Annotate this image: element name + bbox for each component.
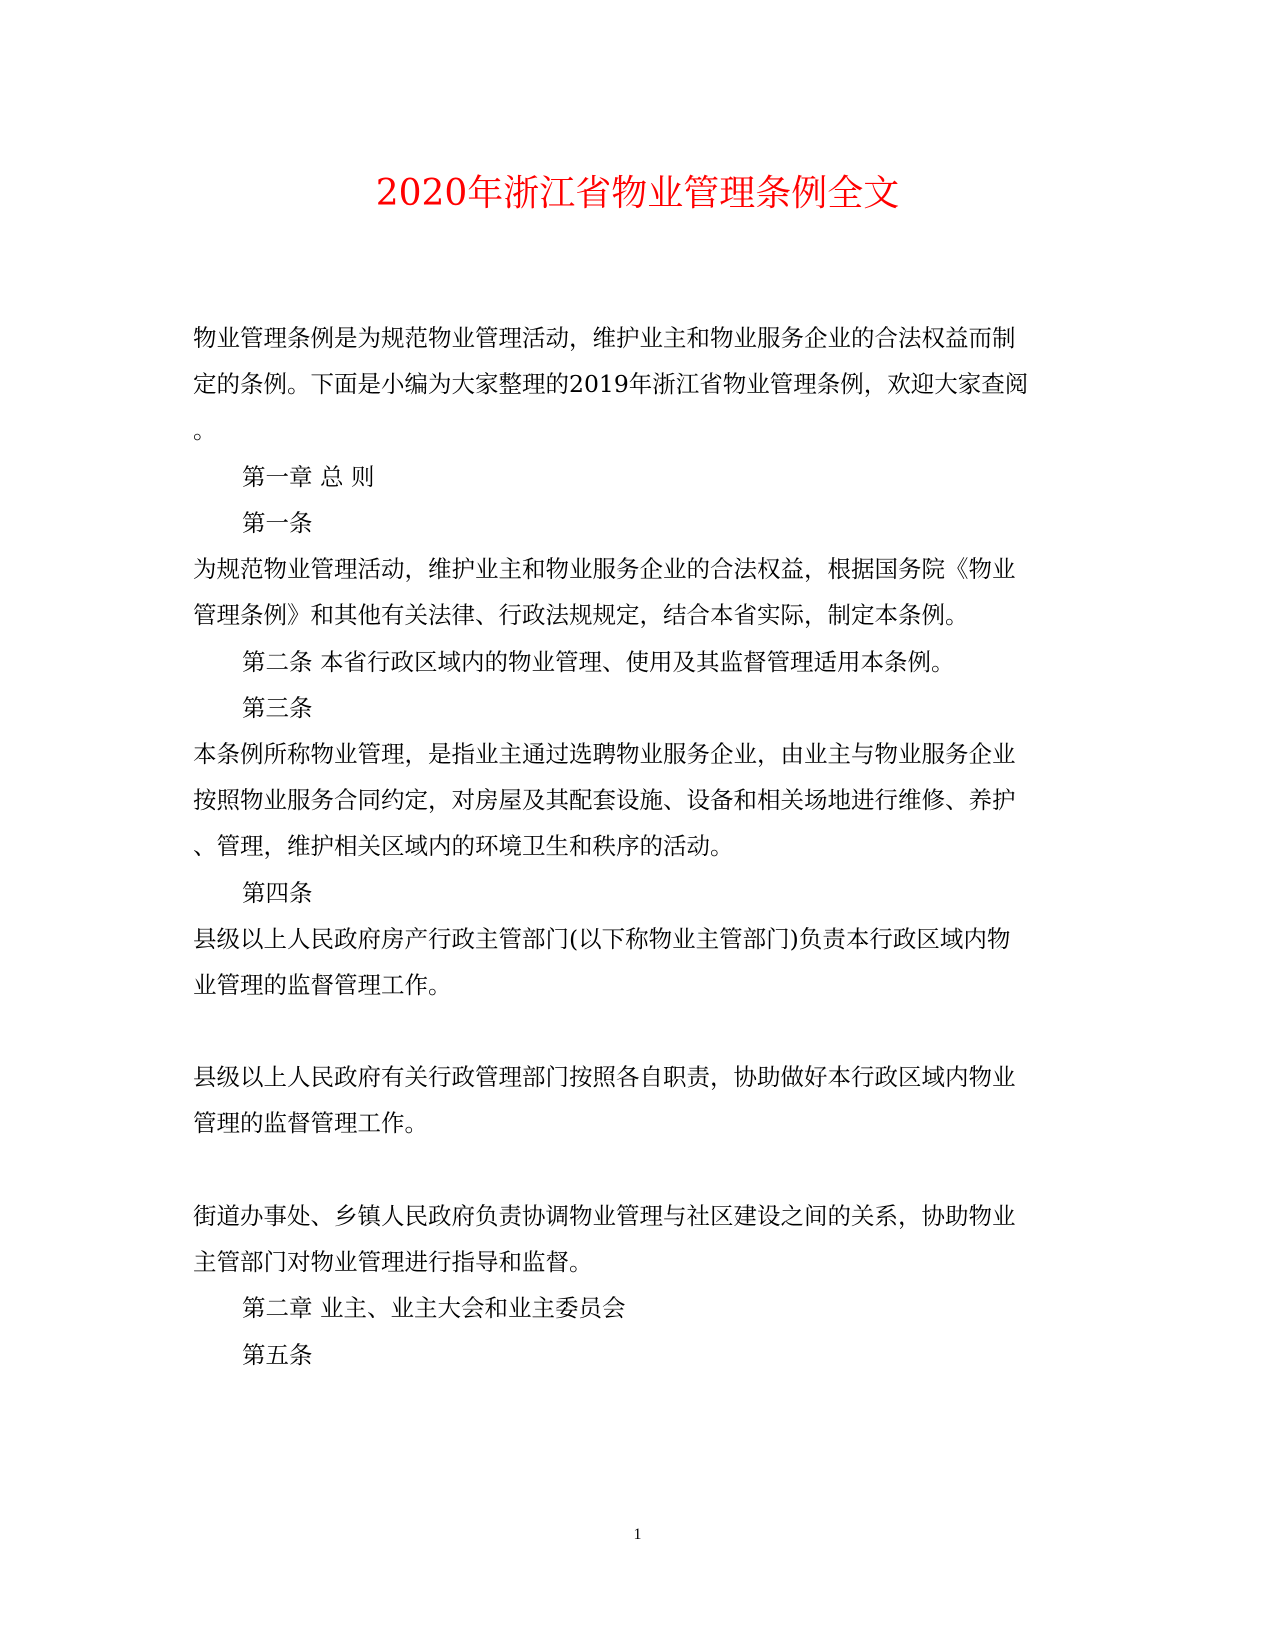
article-1-line-1: 为规范物业管理活动，维护业主和物业服务企业的合法权益，根据国务院《物业 [193,555,1016,583]
chapter-2-heading: 第二章 业主、业主大会和业主委员会 [242,1294,626,1322]
article-4-para-3-line-2: 主管部门对物业管理进行指导和监督。 [193,1248,593,1276]
article-3-line-3: 、管理，维护相关区域内的环境卫生和秩序的活动。 [193,832,734,860]
article-1-line-2: 管理条例》和其他有关法律、行政法规规定，结合本省实际，制定本条例。 [193,601,969,629]
article-5-heading: 第五条 [242,1341,313,1369]
intro-line-1: 物业管理条例是为规范物业管理活动，维护业主和物业服务企业的合法权益而制 [193,324,1016,352]
article-1-heading: 第一条 [242,509,313,537]
intro-line-2: 定的条例。下面是小编为大家整理的2019年浙江省物业管理条例，欢迎大家查阅 [193,370,1029,398]
intro-line-3: 。 [193,416,217,444]
document-title: 2020年浙江省物业管理条例全文 [375,173,900,214]
chapter-1-heading: 第一章 总 则 [242,463,375,491]
article-4-para-3-line-1: 街道办事处、乡镇人民政府负责协调物业管理与社区建设之间的关系，协助物业 [193,1202,1016,1230]
article-4-para-2-line-2: 管理的监督管理工作。 [193,1109,428,1137]
article-4-para-1-line-2: 业管理的监督管理工作。 [193,971,452,999]
article-2-line: 第二条 本省行政区域内的物业管理、使用及其监督管理适用本条例。 [242,648,955,676]
article-4-para-2-line-1: 县级以上人民政府有关行政管理部门按照各自职责，协助做好本行政区域内物业 [193,1063,1016,1091]
page-number: 1 [633,1526,642,1543]
article-3-line-2: 按照物业服务合同约定，对房屋及其配套设施、设备和相关场地进行维修、养护 [193,786,1016,814]
article-3-line-1: 本条例所称物业管理，是指业主通过选聘物业服务企业，由业主与物业服务企业 [193,740,1016,768]
article-4-para-1-line-1: 县级以上人民政府房产行政主管部门(以下称物业主管部门)负责本行政区域内物 [193,925,1011,953]
article-3-heading: 第三条 [242,694,313,722]
article-4-heading: 第四条 [242,879,313,907]
